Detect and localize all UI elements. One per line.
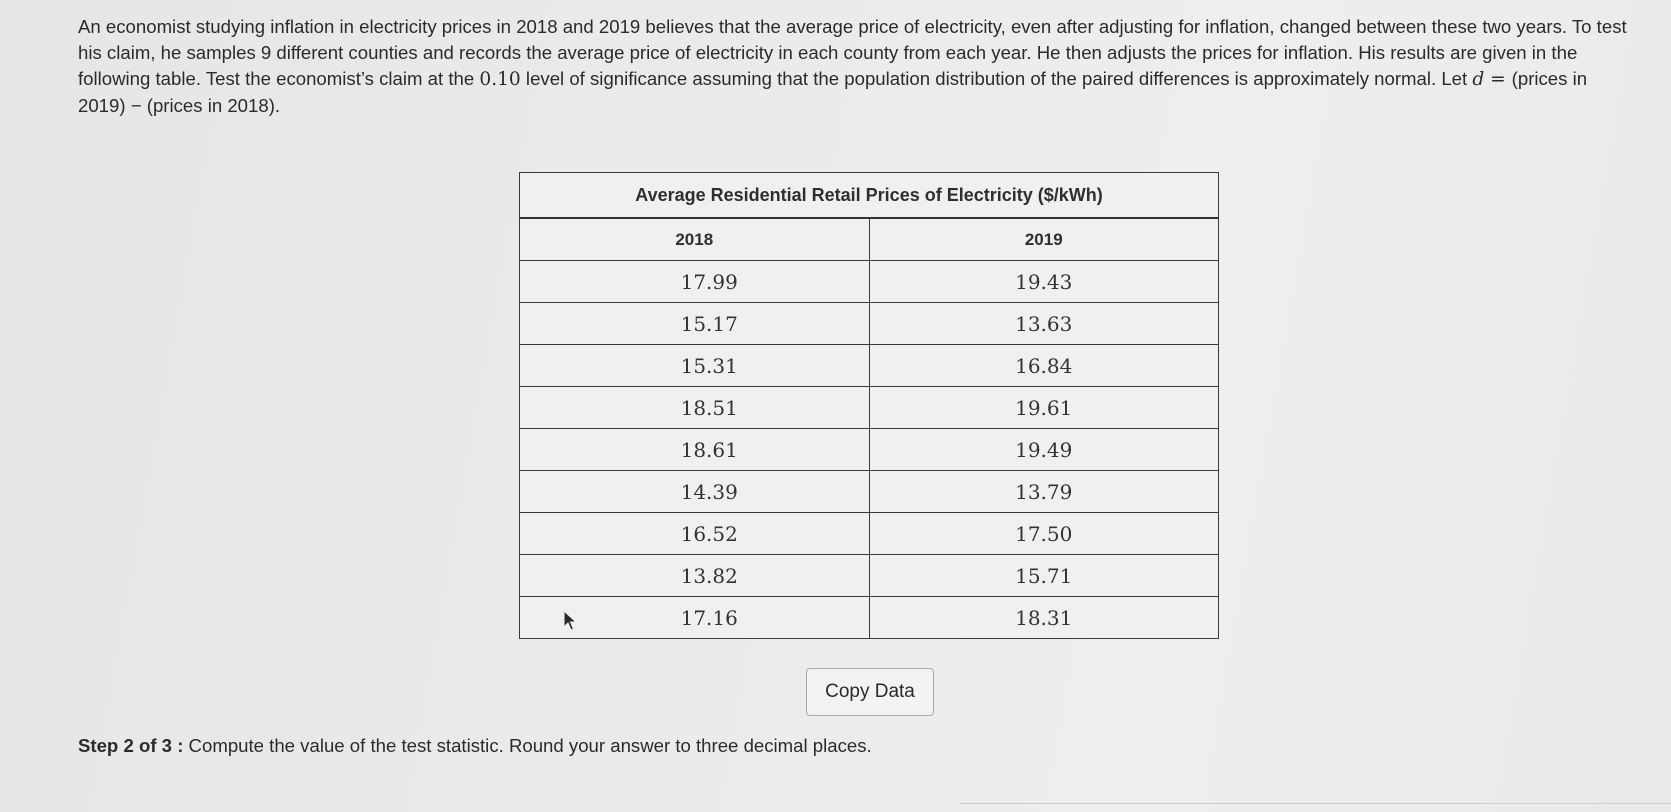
copy-data-button[interactable]: Copy Data bbox=[806, 668, 934, 716]
cell-2018: 15.17 bbox=[520, 303, 870, 345]
cell-2019: 19.61 bbox=[869, 387, 1219, 429]
cell-2019: 19.49 bbox=[869, 429, 1219, 471]
table-row bbox=[520, 429, 1219, 471]
cell-2018: 18.61 bbox=[520, 429, 870, 471]
step-label: Step 2 of 3 : bbox=[78, 735, 184, 756]
step-prompt bbox=[78, 735, 872, 757]
variable-d: d bbox=[1472, 69, 1485, 90]
cell-2019: 19.43 bbox=[869, 261, 1219, 303]
divider bbox=[960, 803, 1671, 804]
problem-text-1: An economist studying inflation in electricity prices in 2018 and 2019 believes that the average price of electricity, even after adjusting for inflation, changed between these two years. To test his claim, he samples 9 different counties and records the average price of electricity in each county from each year. He then adjusts the prices for inflation. His results are given in the following table. Test the economist’s claim at the bbox=[78, 16, 1627, 89]
mouse-pointer-icon bbox=[563, 610, 577, 632]
table-row bbox=[520, 597, 1219, 639]
cell-2019: 13.63 bbox=[869, 303, 1219, 345]
step-instruction: Compute the value of the test statistic. Round your answer to three decimal places. bbox=[183, 735, 872, 756]
problem-text-2: level of significance assuming that the population distribution of the paired differences is approximately normal. Let bbox=[520, 68, 1473, 89]
table-row bbox=[520, 345, 1219, 387]
difference-definition: (prices in 2019) − (prices in 2018). bbox=[78, 68, 1588, 116]
equals-sign: = bbox=[1484, 69, 1512, 90]
cell-2018: 14.39 bbox=[520, 471, 870, 513]
cell-2019: 13.79 bbox=[869, 471, 1219, 513]
column-header-2019: 2019 bbox=[869, 218, 1219, 261]
table-row bbox=[520, 261, 1219, 303]
cell-2018: 16.52 bbox=[520, 513, 870, 555]
problem-statement bbox=[78, 14, 1638, 119]
column-header-2018: 2018 bbox=[520, 218, 870, 261]
cell-2019: 16.84 bbox=[869, 345, 1219, 387]
table-row bbox=[520, 555, 1219, 597]
table-row bbox=[520, 513, 1219, 555]
cell-2018: 17.99 bbox=[520, 261, 870, 303]
table-row bbox=[520, 303, 1219, 345]
cell-2018: 18.51 bbox=[520, 387, 870, 429]
cell-2019: 18.31 bbox=[869, 597, 1219, 639]
cell-2018: 17.16 bbox=[520, 597, 870, 639]
cell-2018: 15.31 bbox=[520, 345, 870, 387]
cell-2018: 13.82 bbox=[520, 555, 870, 597]
table-row bbox=[520, 471, 1219, 513]
electricity-price-table bbox=[519, 172, 1219, 639]
cell-2019: 15.71 bbox=[869, 555, 1219, 597]
cell-2019: 17.50 bbox=[869, 513, 1219, 555]
table-row bbox=[520, 387, 1219, 429]
significance-level: 0.10 bbox=[479, 69, 521, 90]
data-table-container bbox=[519, 172, 1219, 639]
table-caption: Average Residential Retail Prices of Electricity ($/kWh) bbox=[520, 173, 1219, 219]
